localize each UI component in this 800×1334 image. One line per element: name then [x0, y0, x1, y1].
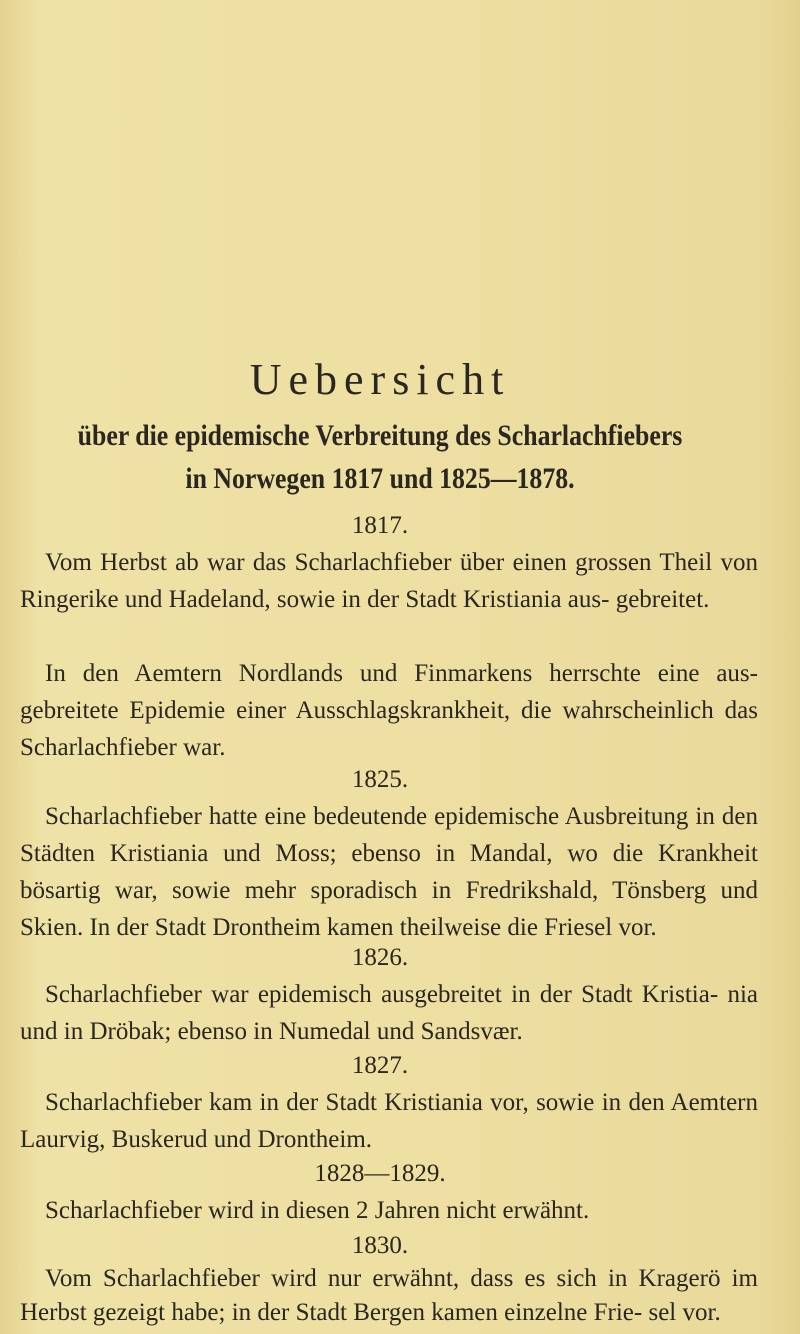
year-heading-1826: 1826. [351, 944, 409, 971]
page-title: Uebersicht [249, 355, 511, 404]
paragraph-text: Scharlachfieber kam in der Stadt Kristiania vor, sowie in den Aemtern Laurvig, Buskerud und Drontheim. [20, 1089, 758, 1153]
subtitle-line-2: in Norwegen 1817 und 1825—1878. [185, 462, 575, 495]
paragraph-1827 [20, 1084, 758, 1158]
paragraph-text: Vom Scharlachfieber wird nur erwähnt, dass es sich in Kragerö im Herbst gezeigt habe; in der Stadt Bergen kamen einzelne Frie- sel vor. [20, 1265, 758, 1326]
paragraph-text: Vom Herbst ab war das Scharlachfieber über einen grossen Theil von Ringerike und Hadeland, sowie in der Stadt Kristiania aus- gebreitet. [20, 549, 758, 613]
year-heading-1827: 1827. [351, 1052, 409, 1079]
subtitle-line-1: über die epidemische Verbreitung des Scharlachfiebers [77, 419, 683, 452]
paragraph-1826 [20, 976, 758, 1050]
paragraph-text: Scharlachfieber hatte eine bedeutende epidemische Ausbreitung in den Städten Kristiania und Moss; ebenso in Mandal, wo die Krankheit bösartig war, sowie mehr sporadisch in Fredrikshald, Tönsberg und Skien. In der Stadt Drontheim kamen theilweise die Friesel vor. [20, 803, 758, 941]
paragraph-text: Scharlachfieber war epidemisch ausgebreitet in der Stadt Kristia- nia und in Dröbak; ebenso in Numedal und Sandsvær. [20, 981, 758, 1045]
year-heading-1817: 1817. [351, 512, 409, 539]
paragraph-text: In den Aemtern Nordlands und Finmarkens herrschte eine aus- gebreitete Epidemie einer Ausschlagskrankheit, die wahrscheinlich das Scharlachfieber war. [20, 660, 758, 761]
paragraph-1817-a [20, 544, 758, 618]
paragraph-1830 [20, 1262, 758, 1330]
paragraph-1817-b [20, 655, 758, 766]
year-heading-1830: 1830. [351, 1232, 409, 1259]
year-heading-1825: 1825. [351, 766, 409, 793]
paragraph-1828-1829 [20, 1192, 758, 1229]
paragraph-1825 [20, 798, 758, 946]
paragraph-text: Scharlachfieber wird in diesen 2 Jahren nicht erwähnt. [45, 1197, 590, 1224]
year-heading-1828-1829: 1828—1829. [314, 1160, 446, 1187]
